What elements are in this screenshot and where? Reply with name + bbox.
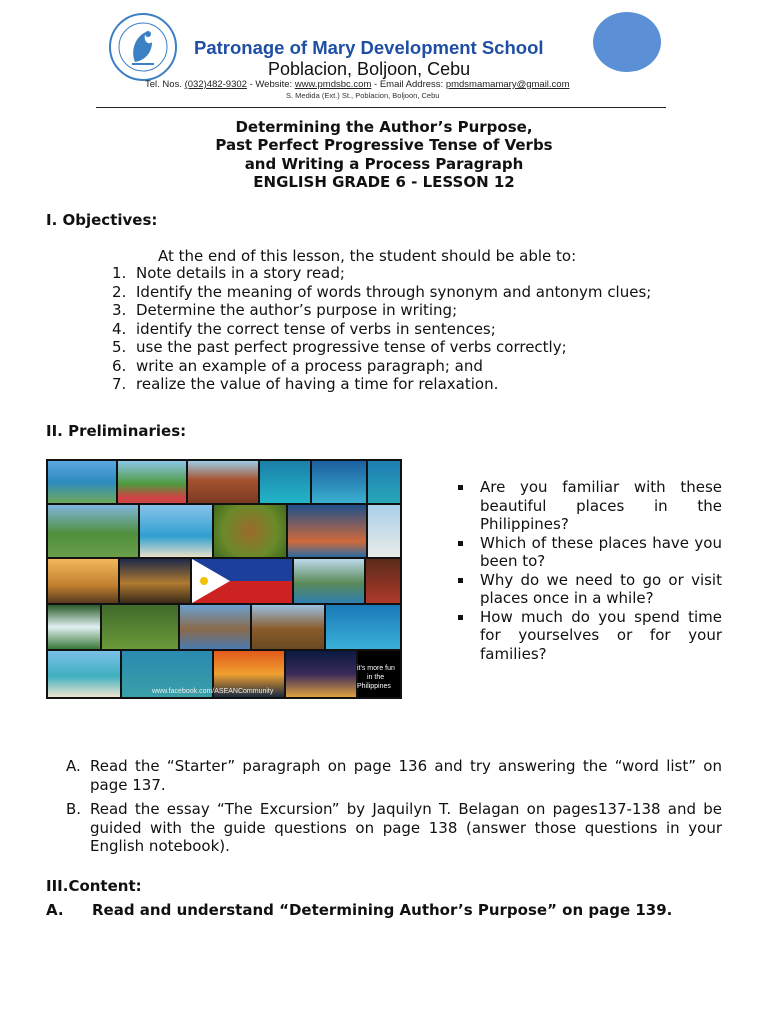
- list-item: 5. use the past perfect progressive tense of verbs correctly;: [112, 338, 567, 356]
- philippines-places-collage: [46, 459, 402, 699]
- list-item: Are you familiar with these beautiful places in the Philippines?: [456, 478, 722, 534]
- school-seal-logo: [108, 12, 178, 82]
- list-item: How much do you spend time for yourselves or for your families?: [456, 608, 722, 664]
- list-item: 7. realize the value of having a time for relaxation.: [112, 375, 499, 393]
- list-item: 4. identify the correct tense of verbs in sentences;: [112, 319, 496, 338]
- list-item: 2. Identify the meaning of words through synonym and antonym clues;: [112, 282, 652, 301]
- guide-questions-list: [456, 478, 722, 663]
- street-address: S. Medida (Ext.) St., Poblacion, Boljoon, Cebu: [286, 91, 440, 100]
- content-item-a: A. Read and understand “Determining Author’s Purpose” on page 139.: [46, 901, 673, 919]
- list-item: Why do we need to go or visit places once in a while?: [456, 571, 722, 608]
- telephone-number: (032)482-9302: [184, 79, 247, 90]
- list-item: A. Read the “Starter” paragraph on page 136 and try answering the “word list” on page 137.: [66, 757, 722, 794]
- list-item: 3. Determine the author’s purpose in writing;: [112, 301, 458, 319]
- preliminaries-heading: II. Preliminaries:: [46, 422, 187, 440]
- objectives-intro: At the end of this lesson, the student should be able to:: [158, 247, 577, 265]
- list-item: B. Read the essay “The Excursion” by Jaquilyn T. Belagan on pages137-138 and be guided with the guide questions on page 138 (answer those questions in your English notebook).: [66, 800, 722, 855]
- objectives-list: [112, 264, 722, 394]
- contact-line: Tel. Nos. (032)482-9302 - Website: www.pmdsbc.com - Email Address: pmdsmamamary@gmail.com: [145, 79, 570, 90]
- bullet-icon: [458, 578, 463, 583]
- bullet-icon: [458, 615, 463, 620]
- lesson-title-line-2: Past Perfect Progressive Tense of Verbs: [215, 136, 553, 154]
- lesson-title-line-3: and Writing a Process Paragraph: [244, 155, 524, 173]
- collage-tagline: it's more fun in the Philippines: [357, 665, 395, 690]
- collage-caption: www.facebook.com/ASEANCommunity: [152, 688, 274, 695]
- content-heading: III.Content:: [46, 877, 142, 895]
- list-item: Which of these places have you been to?: [456, 534, 722, 571]
- header-divider: [96, 107, 666, 108]
- bullet-icon: [458, 541, 463, 546]
- bullet-icon: [458, 485, 463, 490]
- school-address: Poblacion, Boljoon, Cebu: [268, 59, 471, 79]
- blue-circle-decoration: [593, 12, 661, 72]
- objectives-heading: I. Objectives:: [46, 211, 158, 229]
- tasks-list: [66, 757, 722, 862]
- school-name: Patronage of Mary Development School: [194, 37, 544, 58]
- email-link[interactable]: pmdsmamamary@gmail.com: [445, 79, 570, 90]
- website-link[interactable]: www.pmdsbc.com: [294, 79, 372, 90]
- list-item: 6. write an example of a process paragraph; and: [112, 356, 483, 375]
- lesson-title-line-1: Determining the Author’s Purpose,: [235, 118, 533, 136]
- lesson-title-line-4: ENGLISH GRADE 6 - LESSON 12: [253, 173, 515, 191]
- list-item: 1. Note details in a story read;: [112, 264, 345, 282]
